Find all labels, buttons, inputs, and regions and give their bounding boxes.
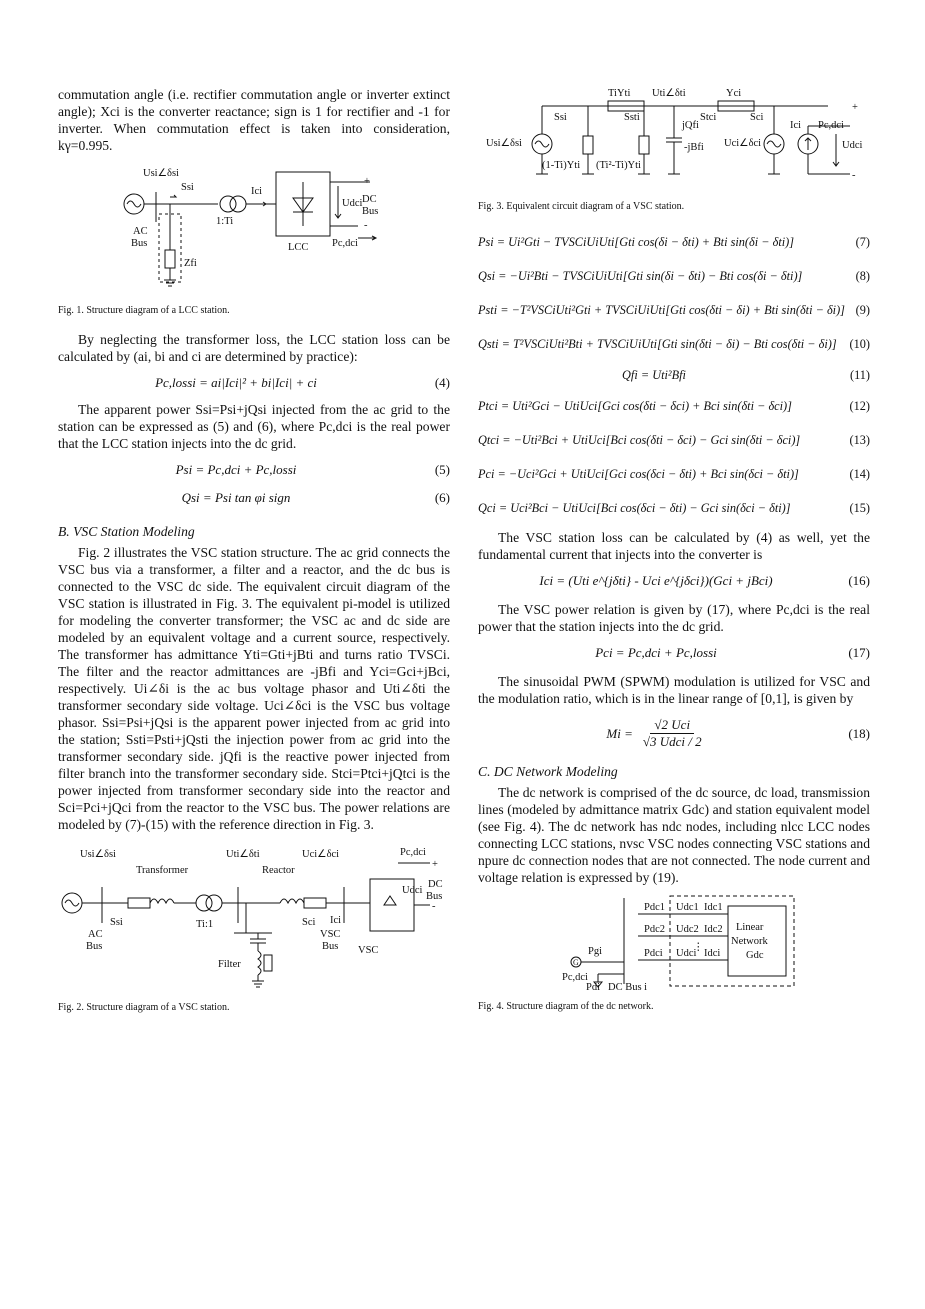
section-c-heading: C. DC Network Modeling bbox=[478, 764, 618, 779]
fig3-minus-label: - bbox=[852, 170, 856, 181]
equation-18-number: (18) bbox=[848, 725, 870, 741]
equation-11 bbox=[478, 361, 870, 389]
fig4-udci-label: Udci bbox=[676, 948, 697, 959]
equation-6 bbox=[58, 490, 450, 506]
fig1-caption: Fig. 1. Structure diagram of a LCC station. bbox=[58, 305, 230, 316]
dc-network-paragraph: The dc network is comprised of the dc source, dc load, transmission lines (modeled by admittance matrix Gdc) and station equivalent model (see Fig. 4). The dc network has ndc nodes, including nlcc LCC nodes connecting LCC stations, nvsc VSC nodes connecting VSC stations and npure dc connection nodes that are not connected. The node current and voltage relation is expressed by (19). bbox=[478, 785, 870, 885]
vsc-power-paragraph: The VSC power relation is given by (17), where Pc,dci is the real power that the station injects into the dc grid. bbox=[478, 602, 870, 634]
right-column bbox=[478, 86, 870, 1013]
equation-18-numerator: √2 Uci bbox=[650, 717, 694, 734]
fig2-acbus2-label: Bus bbox=[86, 941, 103, 952]
loss-paragraph: By neglecting the transformer loss, the LCC station loss can be calculated by (ai, bi and ci are determined by practice): bbox=[58, 332, 450, 364]
fig4-dcbus-label: DC Bus i bbox=[608, 982, 648, 992]
equation-8-body: Qsi = −Ui²Bti − TVSCiUiUti[Gti sin(δi − δti) − Bti cos(δi − δti)] bbox=[478, 268, 803, 283]
pwm-paragraph: The sinusoidal PWM (SPWM) modulation is utilized for VSC and the modulation ratio, which is in the linear range of [0,1], is given by bbox=[478, 674, 870, 706]
equation-11-number: (11) bbox=[849, 367, 870, 382]
equation-9-body: Psti = −T²VSCiUti²Gti + TVSCiUiUti[Gti cos(δti − δi) + Bti sin(δti − δi)] bbox=[478, 302, 845, 317]
fig2-uti-label: Uti∠δti bbox=[226, 849, 260, 860]
equation-16 bbox=[478, 573, 870, 589]
fig2-reactor-label: Reactor bbox=[262, 865, 295, 876]
equation-5-body: Psi = Pc,dci + Pc,lossi bbox=[175, 462, 297, 477]
fig4-dots-label: ⋮ bbox=[693, 942, 704, 953]
fig3-uti-label: Uti∠δti bbox=[652, 88, 686, 99]
fig3-y1-label: (1-Ti)Yti bbox=[542, 160, 581, 171]
fig1-i-label: Ici bbox=[251, 186, 263, 197]
vsc-paragraph: Fig. 2 illustrates the VSC station structure. The ac grid connects the VSC bus via a transformer, a filter and a reactor, and the dc bus is connected to the VSC dc side. The equivalent circuit diagram of the VSC station is illustrated in Fig. 3. The equivalent pi-model is utilized for modeling the converter transformer; the VSC ac and dc side are modeled by an equivalent voltage and a current source, respectively. The transformer has admittance Yti=Gti+jBti and turns ratio TVSCi. The filter and the reactor admittances are -jBfi and Yci=Gci+jBci, respectively. Ui∠δi is the ac bus voltage phasor and Uti∠δti the transformer secondary side voltage. Uci∠δci is the VSC bus voltage phasor. Ssi=Psi+jQsi is the apparent power injected from ac grid into the station; Ssti=Psti+jQsti the injection power from ac grid into the transformer secondary side. jQfi is the reactive power injected from filter branch into the transformer secondary side. Stci=Ptci+jQtci is the power injected from transformer secondary side into the reactor and Sci=Pci+jQci from the reactor to the VSC bus. The power relations are modeled by (7)-(15) with the reference direction in Fig. 3. bbox=[58, 545, 450, 832]
fig3-jb-label: -jBfi bbox=[684, 142, 704, 153]
fig3-vsrc-label: Usi∠δsi bbox=[486, 138, 522, 149]
fig4-linear-label: Linear bbox=[736, 922, 764, 933]
fig3-stci-label: Stci bbox=[700, 112, 717, 123]
fig3-ici-label: Ici bbox=[790, 120, 802, 131]
equation-7 bbox=[478, 225, 870, 259]
fig2-dc-label: DC bbox=[428, 879, 443, 890]
equation-12-number: (12) bbox=[849, 398, 870, 413]
fig2-acbus-label: AC bbox=[88, 929, 103, 940]
fig2-udc-label: Udci bbox=[402, 885, 423, 896]
fig2-ic-label: Ici bbox=[330, 915, 342, 926]
equation-10-body: Qsti = T²VSCiUti²Bti + TVSCiUiUti[Gti sin(δti − δi) − Bti cos(δti − δi)] bbox=[478, 336, 837, 351]
fig4-caption: Fig. 4. Structure diagram of the dc network. bbox=[478, 1001, 654, 1012]
fig2-vsrc-label: Usi∠δsi bbox=[80, 849, 116, 860]
fig3-y2-label: (Ti²-Ti)Yti bbox=[596, 160, 641, 171]
apparent-paragraph: The apparent power Ssi=Psi+jQsi injected from the ac grid to the station can be expressed as (5) and (6), where Pc,dci is the real power that the LCC station injects into the dc grid. bbox=[58, 402, 450, 451]
fig4-idci-label: Idci bbox=[704, 948, 721, 959]
equation-4 bbox=[58, 375, 450, 391]
equation-10-number: (10) bbox=[849, 336, 870, 351]
fig2-transformer-label: Transformer bbox=[136, 865, 189, 876]
fig2-plus-label: + bbox=[432, 859, 438, 870]
fig4-dc-network bbox=[478, 892, 870, 992]
section-b-heading: B. VSC Station Modeling bbox=[58, 524, 195, 539]
equation-13-body: Qtci = −Uti²Bci + UtiUci[Bci cos(δti − δci) − Gci sin(δti − δci)] bbox=[478, 432, 801, 447]
equation-17-body: Pci = Pc,dci + Pc,lossi bbox=[595, 645, 717, 660]
equation-18-lhs: Mi = bbox=[606, 725, 633, 741]
equation-5 bbox=[58, 462, 450, 478]
equation-14-body: Pci = −Uci²Gci + UtiUci[Gci cos(δci − δti) + Bci sin(δci − δti)] bbox=[478, 466, 799, 481]
equation-9-number: (9) bbox=[855, 302, 870, 317]
fig2-ratio-label: Ti:1 bbox=[196, 919, 214, 930]
fig4-idc2-label: Idc2 bbox=[704, 924, 723, 935]
fig3-plus-label: + bbox=[852, 102, 858, 113]
equation-17-number: (17) bbox=[848, 645, 870, 660]
fig1-lcc-label: LCC bbox=[288, 242, 309, 253]
fig2-minus-label: - bbox=[432, 901, 436, 912]
equation-15-number: (15) bbox=[849, 500, 870, 515]
fig1-dc-label: DC bbox=[362, 194, 377, 205]
equation-17 bbox=[478, 645, 870, 661]
equation-7-body: Psi = Ui²Gti − TVSCiUiUti[Gti cos(δi − δti) + Bti sin(δi − δti)] bbox=[478, 234, 795, 249]
equation-4-number: (4) bbox=[434, 375, 450, 390]
fig1-bus-label: Bus bbox=[362, 206, 379, 217]
fig4-pcdc-label: Pc,dci bbox=[562, 972, 588, 983]
fig1-acbus-label: AC bbox=[133, 226, 148, 237]
fig1-minus-label: - bbox=[364, 220, 368, 231]
equation-6-body: Qsi = Psi tan φi sign bbox=[181, 490, 291, 505]
equation-12-body: Ptci = Uti²Gci − UtiUci[Gci cos(δti − δci) + Bci sin(δti − δci)] bbox=[478, 398, 792, 413]
equation-8 bbox=[478, 259, 870, 293]
fig3-ssti-label: Ssti bbox=[624, 112, 640, 123]
fig4-pgi-label: Pgi bbox=[588, 946, 603, 957]
equation-9 bbox=[478, 293, 870, 327]
vsc-loss-paragraph: The VSC station loss can be calculated by (4) as well, yet the fundamental current that injects into the converter is bbox=[478, 530, 870, 562]
fig4-pdc2-label: Pdc2 bbox=[644, 924, 665, 935]
fig3-equivalent-circuit bbox=[478, 86, 870, 190]
equation-7-number: (7) bbox=[855, 234, 870, 249]
left-column bbox=[58, 86, 450, 1014]
fig1-lcc-diagram bbox=[58, 162, 450, 292]
fig4-udc2-label: Udc2 bbox=[676, 924, 699, 935]
fig3-jq-label: jQfi bbox=[682, 120, 699, 131]
fig3-ssi-label: Ssi bbox=[554, 112, 567, 123]
fig1-vsrc-label: Usi∠δsi bbox=[143, 168, 179, 179]
equation-4-body: Pc,lossi = ai|Ici|² + bi|Ici| + ci bbox=[155, 375, 317, 390]
equation-8-number: (8) bbox=[855, 268, 870, 283]
fig2-caption: Fig. 2. Structure diagram of a VSC station. bbox=[58, 1002, 230, 1013]
equation-15 bbox=[478, 491, 870, 525]
fig3-ty-label: TiYti bbox=[608, 88, 631, 99]
equation-5-number: (5) bbox=[434, 462, 450, 477]
fig4-idc1-label: Idc1 bbox=[704, 902, 723, 913]
equation-13-number: (13) bbox=[849, 432, 870, 447]
fig1-z-label: Zfi bbox=[184, 258, 197, 269]
fig3-sci-label: Sci bbox=[750, 112, 764, 123]
equation-13 bbox=[478, 423, 870, 457]
fig2-sc-label: Sci bbox=[302, 917, 316, 928]
fig4-pdi-label: Pdi bbox=[586, 982, 601, 992]
equation-12 bbox=[478, 389, 870, 423]
fig2-vscbus-label: VSC bbox=[320, 929, 341, 940]
fig3-uci-label: Uci∠δci bbox=[724, 138, 762, 149]
fig2-bus-label: Bus bbox=[426, 891, 443, 902]
equation-14 bbox=[478, 457, 870, 491]
equation-15-body: Qci = Uci²Bci − UtiUci[Bci cos(δci − δti) − Gci sin(δci − δti)] bbox=[478, 500, 791, 515]
fig1-udc-label: Udci bbox=[342, 198, 363, 209]
fig1-pdc-label: Pc,dci bbox=[332, 238, 358, 249]
fig2-filter-label: Filter bbox=[218, 959, 241, 970]
equation-18 bbox=[478, 717, 870, 750]
fig4-g-label: G bbox=[573, 958, 579, 967]
equation-16-body: Ici = (Uti e^{jδti} - Uci e^{jδci})(Gci + jBci) bbox=[539, 573, 773, 588]
fig1-ratio-label: 1:Ti bbox=[216, 216, 234, 227]
equation-10 bbox=[478, 327, 870, 361]
fig2-uci-label: Uci∠δci bbox=[302, 849, 340, 860]
fig3-pdc-label: Pc,dci bbox=[818, 120, 844, 131]
fig4-network-label: Network bbox=[731, 936, 768, 947]
fig4-pdci-label: Pdci bbox=[644, 948, 663, 959]
fig4-gdc-label: Gdc bbox=[746, 950, 764, 961]
equation-16-number: (16) bbox=[848, 573, 870, 588]
fig4-pdc1-label: Pdc1 bbox=[644, 902, 665, 913]
fig2-vsc-label: VSC bbox=[358, 945, 379, 956]
intro-paragraph: commutation angle (i.e. rectifier commutation angle or inverter extinct angle); Xci is the converter reactance; sign is 1 for rectifier and -1 for inverter. When commutation effect is taken into consideration, kγ=0.995. bbox=[58, 87, 450, 153]
equations-7-15 bbox=[478, 225, 870, 525]
fig3-udc-label: Udci bbox=[842, 140, 863, 151]
fig4-udc1-label: Udc1 bbox=[676, 902, 699, 913]
fig3-caption: Fig. 3. Equivalent circuit diagram of a VSC station. bbox=[478, 201, 685, 212]
equation-18-denominator: √3 Udci / 2 bbox=[642, 734, 702, 749]
equation-14-number: (14) bbox=[849, 466, 870, 481]
equation-6-number: (6) bbox=[434, 490, 450, 505]
fig2-vscbus2-label: Bus bbox=[322, 941, 339, 952]
fig3-yci-label: Yci bbox=[726, 88, 742, 99]
fig2-s-label: Ssi bbox=[110, 917, 123, 928]
fig2-pdc-label: Pc,dci bbox=[400, 847, 426, 858]
fig1-s-label: Ssi bbox=[181, 182, 194, 193]
fig2-vsc-diagram bbox=[58, 843, 450, 993]
equation-11-body: Qfi = Uti²Bfi bbox=[622, 367, 686, 382]
fig1-plus-label: + bbox=[364, 176, 370, 187]
fig1-acbus2-label: Bus bbox=[131, 238, 148, 249]
